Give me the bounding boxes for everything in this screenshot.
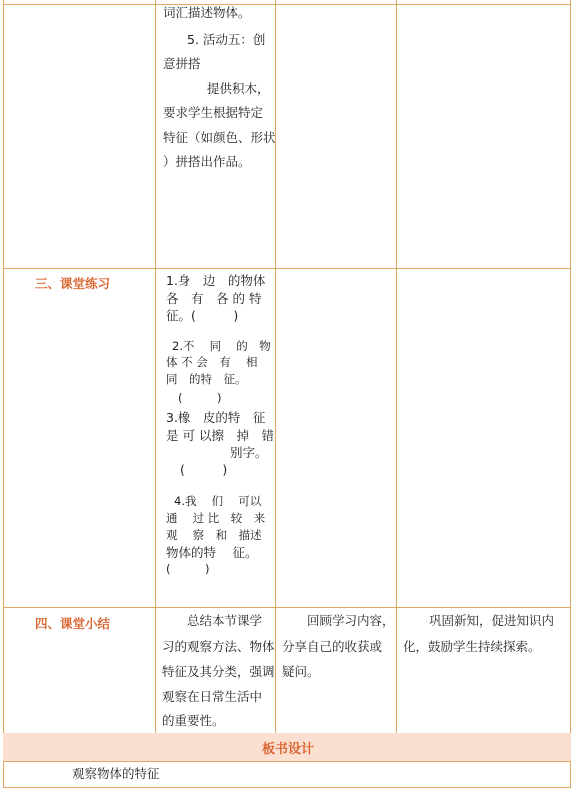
summary-teacher-line-4: 观察在日常生活中 — [162, 689, 263, 704]
summary-teacher-line-5: 的重要性。 — [162, 713, 225, 728]
q4-line-5: ( ) — [166, 562, 210, 576]
q2-line-3: 同 的特 征。 — [166, 372, 247, 386]
activity-line-2: 5. 活动五：创 — [187, 32, 266, 47]
table-border-top — [3, 4, 571, 5]
section-title-practice: 三、课堂练习 — [35, 276, 111, 291]
q3-line-1: 3.橡 皮的特 征 — [166, 410, 266, 425]
activity-line-7: ）拼搭出作品。 — [163, 154, 251, 169]
activity-line-5: 要求学生根据特定 — [163, 105, 264, 120]
activity-line-3: 意拼搭 — [163, 56, 201, 71]
q2-line-2: 体 不 会 有 相 — [166, 355, 258, 369]
col-divider-1 — [155, 0, 156, 733]
q3-line-4: ( ) — [180, 462, 228, 477]
q4-line-2: 通 过 比 较 来 — [166, 511, 266, 525]
summary-student-line-3: 疑问。 — [282, 664, 320, 679]
summary-student-line-2: 分享自己的收获或 — [282, 639, 383, 654]
q2-line-1: 2.不 同 的 物 — [172, 339, 271, 353]
table-border-left — [3, 0, 4, 788]
q4-line-3: 观 察 和 描述 — [166, 528, 262, 542]
summary-student-line-1: 回顾学习内容， — [307, 613, 395, 628]
summary-teacher-line-1: 总结本节课学 — [187, 613, 263, 628]
q4-line-4: 物体的特 征。 — [166, 545, 258, 560]
row-divider-4 — [3, 607, 571, 608]
row-divider-board-content — [3, 761, 571, 762]
activity-line-1: 词汇描述物体。 — [163, 5, 251, 20]
col-divider-3 — [396, 0, 397, 733]
table-border-bottom — [3, 787, 571, 788]
table-border-right — [570, 0, 571, 788]
q4-line-1: 4.我 们 可以 — [174, 494, 262, 508]
q3-line-2: 是 可 以擦 掉 错 — [166, 428, 274, 443]
col-divider-2 — [275, 0, 276, 733]
row-divider-3 — [3, 268, 571, 269]
q1-line-3: 征。( ) — [166, 308, 239, 323]
summary-intent-line-1: 巩固新知，促进知识内 — [429, 613, 555, 628]
summary-intent-line-2: 化，鼓励学生持续探索。 — [403, 639, 541, 654]
summary-teacher-line-2: 习的观察方法、物体 — [162, 639, 275, 654]
q2-line-4: ( ) — [178, 391, 222, 405]
activity-line-4: 提供积木， — [207, 81, 270, 96]
board-design-title: 板书设计 — [261, 742, 314, 757]
q1-line-2: 各 有 各 的 特 — [166, 291, 262, 306]
board-design-content: 观察物体的特征 — [72, 766, 160, 781]
summary-teacher-line-3: 特征及其分类，强调 — [162, 664, 275, 679]
section-title-summary: 四、课堂小结 — [35, 616, 111, 631]
q1-line-1: 1.身 边 的物体 — [166, 273, 266, 288]
q3-line-3: 别字。 — [230, 445, 268, 460]
activity-line-6: 特征（如颜色、形状 — [163, 130, 276, 145]
